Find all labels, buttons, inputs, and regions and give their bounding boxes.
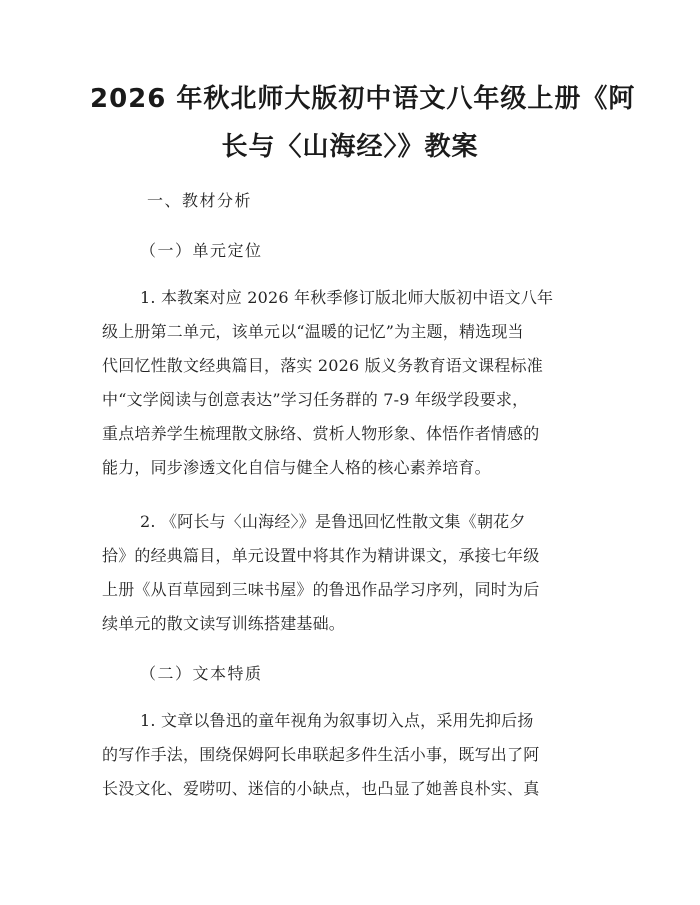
section-heading-textbook-analysis: 一、教材分析 xyxy=(147,191,253,210)
paragraph-unit-positioning-2 xyxy=(102,511,602,647)
paragraph-line: 2. 《阿长与〈山海经〉》是鲁迅回忆性散文集《朝花夕 xyxy=(140,512,526,531)
paragraph-line: 能力，同步渗透文化自信与健全人格的核心素养培育。 xyxy=(102,458,491,477)
paragraph-line: 中“文学阅读与创意表达”学习任务群的 7-9 年级学段要求， xyxy=(102,390,529,409)
paragraph-line: 级上册第二单元，该单元以“温暖的记忆”为主题，精选现当 xyxy=(102,322,524,341)
paragraph-line: 上册《从百草园到三味书屋》的鲁迅作品学习序列，同时为后 xyxy=(102,580,540,599)
subsection-heading-text-features: （二）文本特质 xyxy=(140,664,263,683)
document-title-line-1: 2026 年秋北师大版初中语文八年级上册《阿 xyxy=(90,84,636,114)
document-title-line-2: 长与〈山海经〉》教案 xyxy=(221,132,479,162)
paragraph-unit-positioning-1 xyxy=(102,287,602,491)
paragraph-line: 1. 文章以鲁迅的童年视角为叙事切入点，采用先抑后扬 xyxy=(140,711,534,730)
paragraph-line: 的写作手法，围绕保姆阿长串联起多件生活小事，既写出了阿 xyxy=(102,745,540,764)
paragraph-line: 代回忆性散文经典篇目，落实 2026 版义务教育语文课程标准 xyxy=(102,356,543,375)
paragraph-line: 续单元的散文读写训练搭建基础。 xyxy=(102,614,346,633)
paragraph-text-features-1 xyxy=(102,710,602,812)
subsection-heading-unit-positioning: （一）单元定位 xyxy=(140,241,263,260)
paragraph-line: 1. 本教案对应 2026 年秋季修订版北师大版初中语文八年 xyxy=(140,288,554,307)
paragraph-line: 长没文化、爱唠叨、迷信的小缺点，也凸显了她善良朴实、真 xyxy=(102,779,540,798)
paragraph-line: 拾》的经典篇目，单元设置中将其作为精讲课文，承接七年级 xyxy=(102,546,540,565)
paragraph-line: 重点培养学生梳理散文脉络、赏析人物形象、体悟作者情感的 xyxy=(102,424,540,443)
